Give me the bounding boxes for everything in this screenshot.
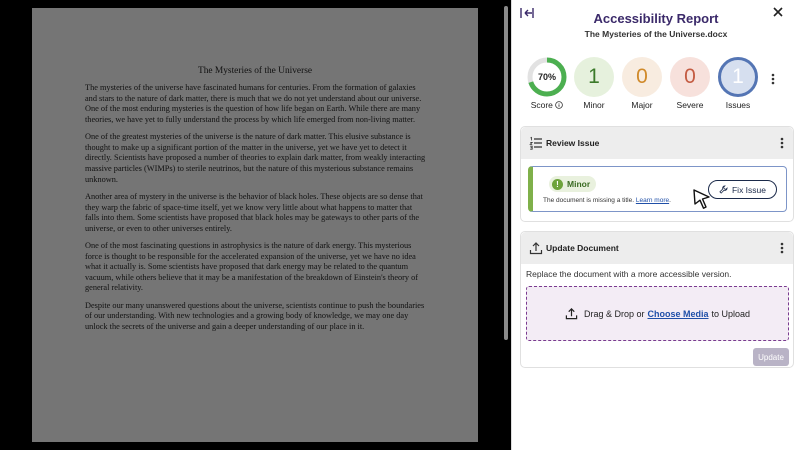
severity-badge (549, 176, 596, 192)
update-document-header (521, 232, 793, 264)
fix-issue-label: Fix Issue (731, 184, 766, 195)
update-document-card (520, 231, 794, 368)
issues-label: Issues (725, 100, 751, 110)
stats-more-icon[interactable] (768, 72, 778, 86)
fix-issue-button[interactable] (708, 180, 777, 199)
severe-stat (670, 57, 710, 110)
info-icon[interactable] (555, 101, 563, 109)
upload-icon (529, 241, 543, 255)
score-value: 70% (537, 72, 556, 82)
document-paragraph: Another area of mystery in the universe is the behavior of black holes. These objects are so dense that they warp the fabric of space-time itself, yet we know very little about what happens to matter that falls into them. Some scientists have proposed that black holes may be gateways to other parts of the universe, or even to other universes entirely. (85, 191, 423, 233)
document-paragraph: Despite our many unanswered questions about the universe, scientists continue to push the boundaries of our understanding. With new technologies and a growing body of knowledge, we may one day unlock the secrets of the universe and gain a deeper understanding of our place in it. (85, 300, 425, 332)
issue-message-end: . (669, 197, 671, 204)
update-more-icon[interactable] (777, 241, 787, 255)
dropzone-suffix: to Upload (711, 308, 751, 319)
update-button[interactable]: Update (753, 348, 789, 366)
accessibility-panel (511, 0, 800, 450)
severe-label: Severe (676, 100, 704, 110)
exclamation-icon: ! (552, 179, 563, 190)
issues-count: 1 (718, 57, 758, 97)
list-numbered-icon (529, 136, 543, 150)
document-paragraph: The mysteries of the universe have fascinated humans for centuries. From the formation of galaxies and stars to the nature of dark matter, there is much that we do not yet understand about our universe. One of the most enduring mysteries is the question of how life began on Earth. While there are many theories, we have yet to fully understand the process by which life emerged from non-living matter. (85, 83, 422, 124)
review-issue-header (521, 127, 793, 159)
document-paragraph: One of the most fascinating questions in astrophysics is the nature of dark energy. This mysterious force is thought to be responsible for the accelerated expansion of the universe, yet we have no idea what it actually is. Some scientists have proposed that dark energy may be related to the quantum vacuum, while others believe that it may be a manifestation of the breakdown of Einstein's theory of general relativity. (85, 241, 419, 293)
score-ring (527, 57, 567, 97)
severity-badge-label: Minor (567, 179, 591, 189)
panel-title: Accessibility Report (593, 11, 719, 26)
issue-message (543, 197, 671, 204)
document-paragraph: One of the greatest mysteries of the universe is the nature of dark matter. This elusive substance is thought to make up a significant portion of the matter in the universe, yet we have yet to detect it directly. Scientists have proposed a number of theories to explain dark matter, from weakly interacting massive particles (WIMPs) to sterile neutrinos, but the nature of this mysterious substance remains unknown. (85, 132, 426, 184)
review-issue-card (520, 126, 794, 222)
document-title: The Mysteries of the Universe (197, 66, 313, 76)
major-count: 0 (622, 57, 662, 97)
viewer-scrollbar[interactable] (504, 6, 509, 444)
issues-stat (718, 57, 758, 110)
upload-dropzone[interactable] (526, 286, 789, 341)
major-stat (622, 57, 662, 110)
score-stat (527, 57, 567, 110)
review-more-icon[interactable] (777, 136, 787, 150)
review-issue-title: Review Issue (546, 138, 600, 148)
document-filename: The Mysteries of the Universe.docx (584, 29, 728, 39)
update-document-title: Update Document (546, 243, 619, 253)
score-label-row (527, 100, 567, 110)
severe-count: 0 (670, 57, 710, 97)
score-label: Score (530, 100, 553, 110)
upload-icon (565, 307, 578, 320)
update-description: Replace the document with a more accessible version. (526, 269, 732, 279)
document-body (85, 83, 428, 339)
wrench-icon (719, 185, 728, 194)
scrollbar-thumb[interactable] (504, 6, 508, 340)
major-label: Major (631, 100, 653, 110)
issue-message-text: The document is missing a title. (543, 197, 635, 204)
dropzone-prefix: Drag & Drop or (583, 308, 645, 319)
document-page (32, 8, 478, 442)
choose-media-link[interactable]: Choose Media (647, 308, 709, 319)
minor-count: 1 (574, 57, 614, 97)
minor-stat (574, 57, 614, 110)
mouse-cursor-icon (692, 188, 712, 210)
learn-more-link[interactable]: Learn more (635, 197, 670, 204)
minor-label: Minor (583, 100, 605, 110)
issue-item[interactable] (528, 166, 787, 212)
